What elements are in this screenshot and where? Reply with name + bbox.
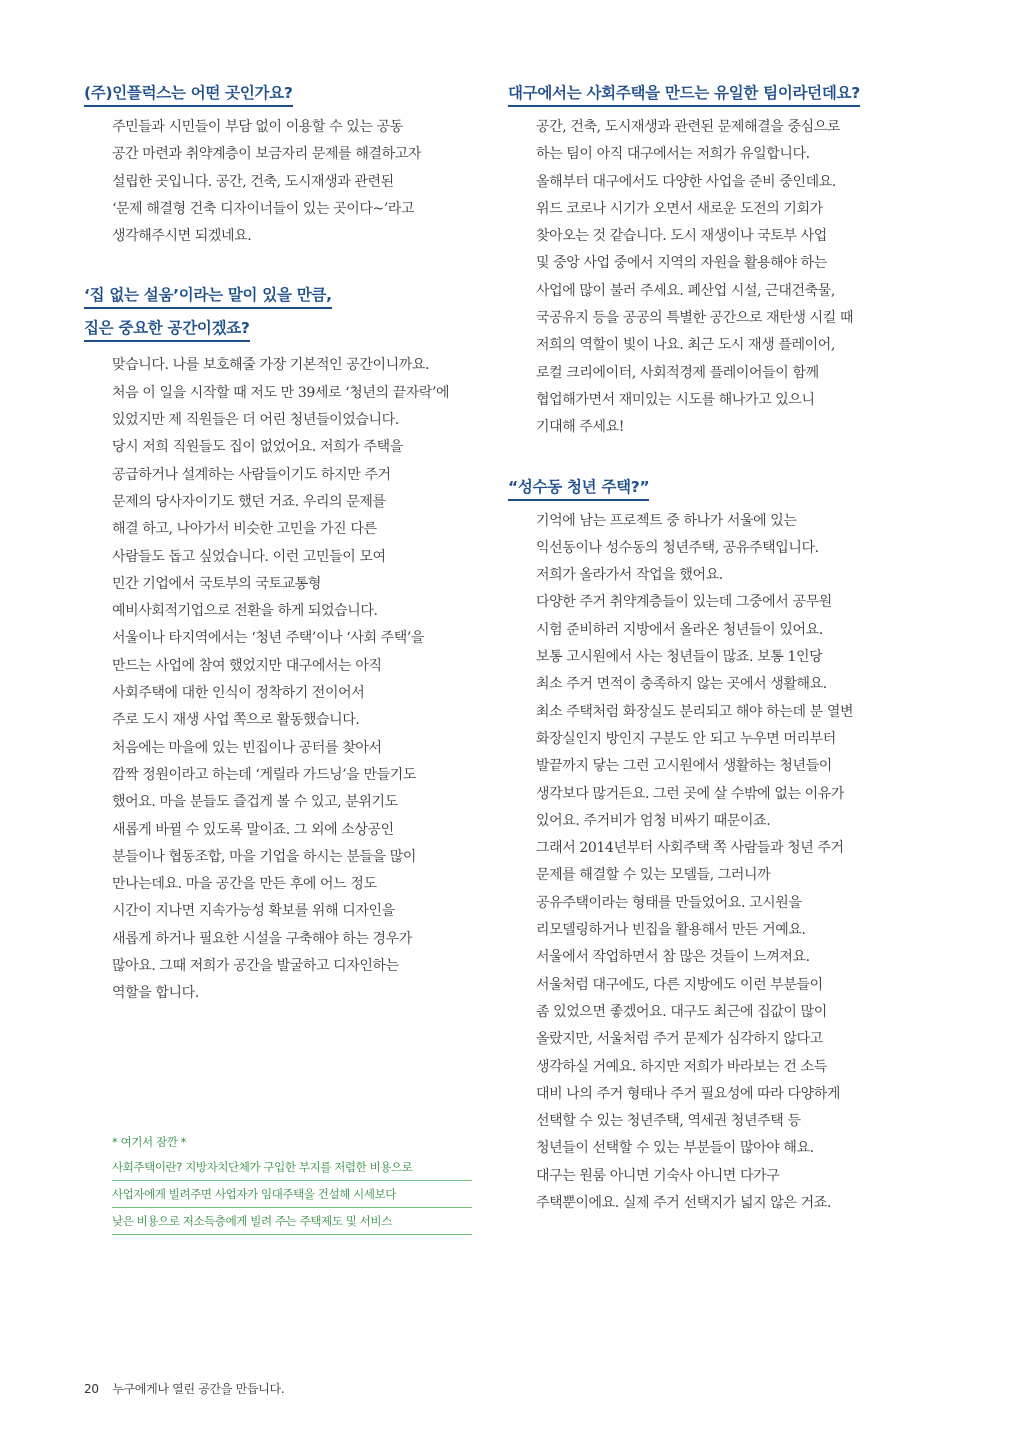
info-note-box — [112, 1132, 472, 1237]
text-line: 사회주택에 대한 인식이 정착하기 전이어서 — [112, 685, 365, 702]
text-line: 있었지만 제 직원들은 더 어린 청년들이었습니다. — [112, 412, 399, 429]
page-number: 20 — [84, 1382, 99, 1396]
text-line: 사업에 많이 불러 주세요. 폐산업 시설, 근대건축물, — [536, 282, 835, 299]
text-line: 생각하실 거예요. 하지만 저희가 바라보는 건 소득 — [536, 1058, 827, 1075]
text-line: 당시 저희 직원들도 집이 없었어요. 저희가 주택을 — [112, 439, 403, 456]
text-line: 많아요. 그때 저희가 공간을 발굴하고 디자인하는 — [112, 958, 399, 975]
text-line: 주로 도시 재생 사업 쪽으로 활동했습니다. — [112, 712, 360, 729]
left-column — [84, 78, 494, 1008]
page-footer — [84, 1380, 284, 1397]
section-body — [84, 352, 494, 1007]
text-line: 시간이 지나면 지속가능성 확보를 위해 디자인을 — [112, 903, 395, 920]
text-line: 처음에는 마을에 있는 빈집이나 공터를 찾아서 — [112, 739, 382, 756]
text-line: 찾아오는 것 같습니다. 도시 재생이나 국토부 사업 — [536, 228, 827, 245]
section-only-team-daegu — [508, 78, 928, 442]
text-line: 발끝까지 닿는 그런 고시원에서 생활하는 청년들이 — [536, 758, 832, 775]
section-body — [508, 114, 928, 442]
text-line: 리모델링하거나 빈집을 활용해서 만든 거예요. — [536, 922, 806, 939]
text-line: 좀 있었으면 좋겠어요. 대구도 최근에 집값이 많이 — [536, 1003, 827, 1020]
text-line: 공유주택이라는 형태를 만들었어요. 고시원을 — [536, 894, 802, 911]
text-line: 예비사회적기업으로 전환을 하게 되었습니다. — [112, 603, 378, 620]
text-line: 했어요. 마을 분들도 즐겁게 볼 수 있고, 분위기도 — [112, 794, 398, 811]
text-line: 공간, 건축, 도시재생과 관련된 문제해결을 중심으로 — [536, 119, 840, 135]
publication-title: 누구에게나 열린 공간을 만듭니다. — [112, 1382, 285, 1396]
text-line: 주택뿐이에요. 실제 주거 선택지가 넓지 않은 거죠. — [536, 1194, 831, 1211]
text-line: 시험 준비하러 지방에서 올라온 청년들이 있어요. — [536, 621, 823, 638]
section-about-influx — [84, 78, 494, 250]
section-heading: ‘집 없는 설움’이라는 말이 있을 만큼, 집은 중요한 공간이겠죠? — [84, 280, 494, 346]
text-line: 해결 하고, 나아가서 비슷한 고민을 가진 다른 — [112, 521, 377, 538]
section-heading: 대구에서는 사회주택을 만드는 유일한 팀이라던데요? — [508, 78, 928, 108]
text-line: 최소 주거 면적이 충족하지 않는 곳에서 생활해요. — [536, 676, 827, 693]
text-line: 최소 주택처럼 화장실도 분리되고 해야 하는데 분 열변 — [536, 703, 854, 720]
text-line: 주민들과 시민들이 부담 없이 이용할 수 있는 공동 — [112, 119, 403, 135]
section-body — [84, 114, 494, 250]
text-line: 분들이나 협동조합, 마을 기업을 하시는 분들을 많이 — [112, 848, 416, 865]
section-body — [508, 508, 928, 1218]
text-line: 서울이나 타지역에서는 ‘청년 주택’이나 ‘사회 주택’을 — [112, 630, 425, 647]
text-line: 기억에 남는 프로젝트 중 하나가 서울에 있는 — [536, 512, 797, 529]
text-line: 있어요. 주거비가 엄청 비싸기 때문이죠. — [536, 812, 771, 829]
text-line: 국공유지 등을 공공의 특별한 공간으로 재탄생 시킬 때 — [536, 310, 854, 327]
text-line: 대구는 원룸 아니면 기숙사 아니면 다가구 — [536, 1167, 780, 1184]
section-heading: “성수동 청년 주택?” — [508, 472, 928, 502]
text-line: 화장실인지 방인지 구분도 안 되고 누우면 머리부터 — [536, 730, 836, 747]
text-line: 문제를 해결할 수 있는 모델들, 그러니까 — [536, 867, 771, 884]
text-line: 익선동이나 성수동의 청년주택, 공유주택입니다. — [536, 539, 819, 556]
text-line: 생각해주시면 되겠네요. — [112, 228, 252, 245]
text-line: 로컬 크리에이터, 사회적경제 플레이어들이 함께 — [536, 364, 819, 381]
text-line: 대비 나의 주거 형태나 주거 필요성에 따라 다양하게 — [536, 1085, 840, 1102]
text-line: 처음 이 일을 시작할 때 저도 만 39세로 ‘청년의 끝자락’에 — [112, 384, 450, 401]
text-line: 올해부터 대구에서도 다양한 사업을 준비 중인데요. — [536, 173, 836, 190]
text-line: ‘문제 해결형 건축 디자이너들이 있는 곳이다~’라고 — [112, 200, 415, 217]
text-line: 새롭게 하거나 필요한 시설을 구축해야 하는 경우가 — [112, 930, 412, 947]
text-line: 청년들이 선택할 수 있는 부분들이 많아야 해요. — [536, 1140, 814, 1157]
text-line: 문제의 당사자이기도 했던 거죠. 우리의 문제를 — [112, 493, 386, 510]
text-line: 저희가 올라가서 작업을 했어요. — [536, 567, 723, 584]
text-line: 맞습니다. 나를 보호해줄 가장 기본적인 공간이니까요. — [112, 357, 430, 374]
note-line: 사회주택이란? 지방자치단체가 구입한 부지를 저렴한 비용으로 — [112, 1156, 472, 1181]
text-line: 공급하거나 설계하는 사람들이기도 하지만 주거 — [112, 466, 391, 483]
text-line: 새롭게 바뀔 수 있도록 말이죠. 그 외에 소상공인 — [112, 821, 394, 838]
text-line: 만나는데요. 마을 공간을 만든 후에 어느 정도 — [112, 876, 377, 893]
text-line: 역할을 합니다. — [112, 985, 199, 1002]
text-line: 및 중앙 사업 중에서 지역의 자원을 활용해야 하는 — [536, 255, 827, 272]
section-heading: (주)인플럭스는 어떤 곳인가요? — [84, 78, 494, 108]
text-line: 하는 팀이 아직 대구에서는 저희가 유일합니다. — [536, 146, 810, 163]
text-line: 설립한 곳입니다. 공간, 건축, 도시재생과 관련된 — [112, 173, 394, 190]
text-line: 위드 코로나 시기가 오면서 새로운 도전의 기회가 — [536, 200, 823, 217]
text-line: 민간 기업에서 국토부의 국토교통형 — [112, 575, 322, 592]
text-line: 보통 고시원에서 사는 청년들이 많죠. 보통 1인당 — [536, 649, 823, 666]
text-line: 서울처럼 대구에도, 다른 지방에도 이런 부분들이 — [536, 976, 823, 993]
text-line: 협업해가면서 재미있는 시도를 해나가고 있으니 — [536, 391, 815, 408]
text-line: 기대해 주세요! — [536, 419, 625, 436]
text-line: 사람들도 돕고 싶었습니다. 이런 고민들이 모여 — [112, 548, 386, 565]
text-line: 다양한 주거 취약계층들이 있는데 그중에서 공무원 — [536, 594, 832, 611]
note-line: 사업자에게 빌려주면 사업자가 임대주택을 건설해 시세보다 — [112, 1183, 472, 1208]
text-line: 만드는 사업에 참여 했었지만 대구에서는 아직 — [112, 657, 382, 674]
text-line: 그래서 2014년부터 사회주택 쪽 사람들과 청년 주거 — [536, 840, 844, 857]
note-line: 낮은 비용으로 저소득층에게 빌려 주는 주택제도 및 서비스 — [112, 1210, 472, 1235]
text-line: 올랐지만, 서울처럼 주거 문제가 심각하지 않다고 — [536, 1031, 823, 1048]
text-line: 공간 마련과 취약계층이 보금자리 문제를 해결하고자 — [112, 146, 421, 163]
section-seongsu-youth-housing — [508, 472, 928, 1218]
text-line: 서울에서 작업하면서 참 많은 것들이 느껴져요. — [536, 949, 810, 966]
right-column — [508, 78, 928, 1217]
section-housing-importance — [84, 280, 494, 1007]
note-title: * 여기서 잠깐 * — [112, 1135, 187, 1149]
text-line: 깜짝 정원이라고 하는데 ‘게릴라 가드닝’을 만들기도 — [112, 766, 416, 783]
text-line: 선택할 수 있는 청년주택, 역세권 청년주택 등 — [536, 1113, 801, 1130]
text-line: 생각보다 많거든요. 그런 곳에 살 수밖에 없는 이유가 — [536, 785, 845, 802]
text-line: 저희의 역할이 빛이 나요. 최근 도시 재생 플레이어, — [536, 337, 835, 354]
